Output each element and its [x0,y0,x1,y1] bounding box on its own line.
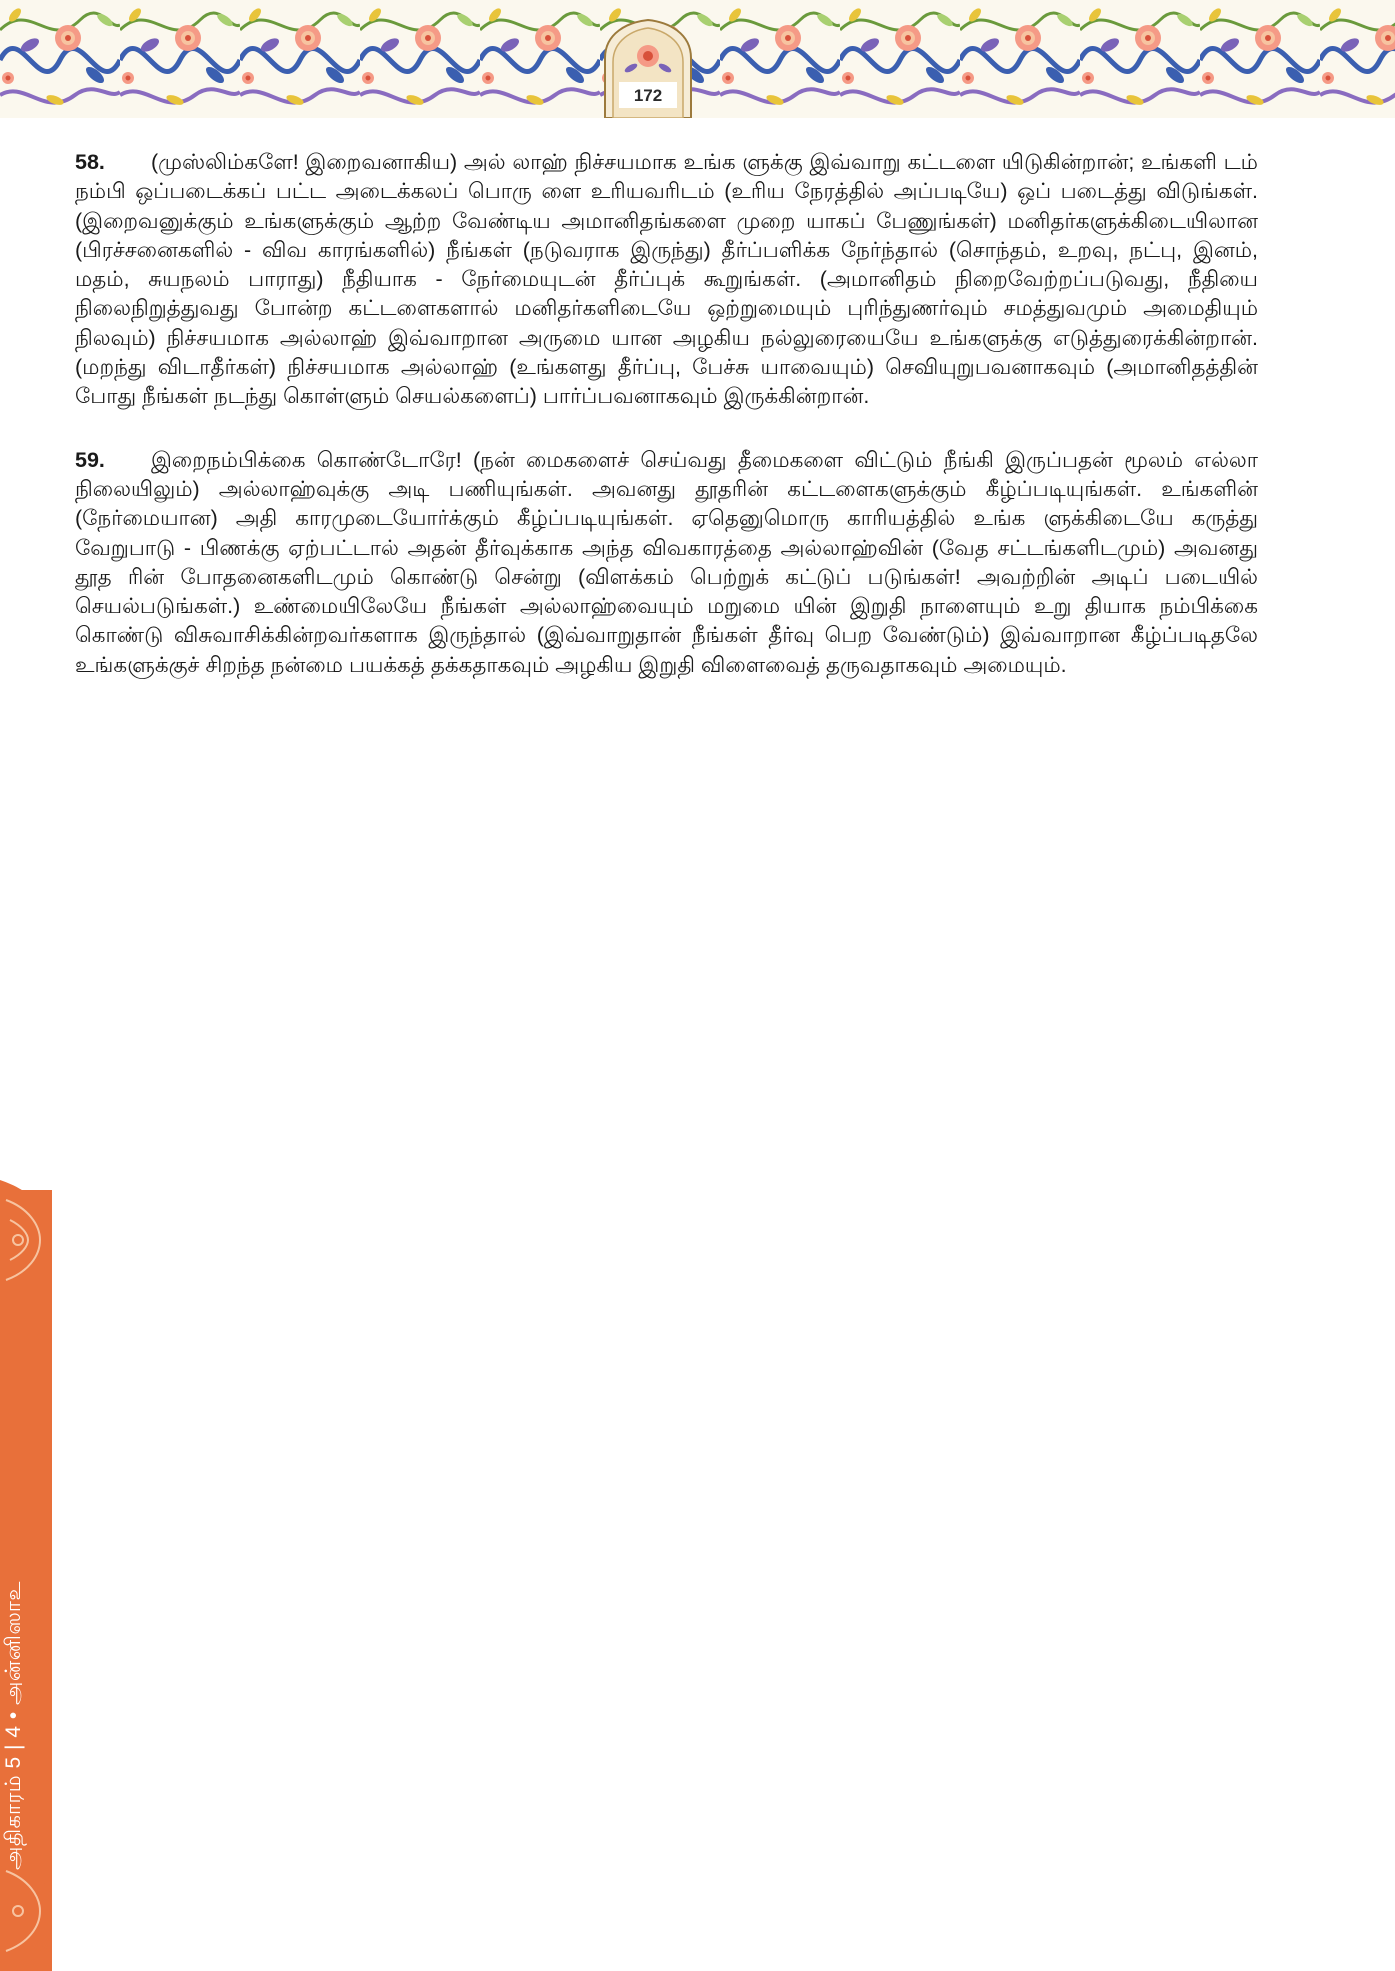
chapter-label: அதிகாரம் 5 | 4 • அன்னிஸாஉ [2,1581,25,1870]
verse-text: இறைநம்பிக்கை கொண்டோரே! (நன் மைகளைச் செய்வது தீமைகளை விட்டும் நீங்கி இருப்பதன் மூலம் எல்லா நிலையிலும்) அல்லாஹ்வுக்கு அடி பணியுங்கள். அவனது தூதரின் கட்டளைகளுக்கும் கீழ்ப்படியுங்கள். உங்களின் (நேர்மையான) அதி காரமுடையோர்க்கும் கீழ்ப்படியுங்கள். ஏதெனுமொரு காரியத்தில் உங்க ளுக்கிடையே கருத்து வேறுபாடு - பிணக்கு ஏற்பட்டால் அதன் தீர்வுக்காக அந்த விவகாரத்தை அல்லாஹ்வின் (வேத சட்டங்களிடமும்) அவனது தூத ரின் போதனைகளிடமும் கொண்டு சென்று (விளக்கம் பெற்றுக் கட்டுப் படுங்கள்! அவற்றின் அடிப் படையில் செயல்படுங்கள்.) உண்மையிலேயே நீங்கள் அல்லாஹ்வையும் மறுமை யின் இறுதி நாளையும் உறு தியாக நம்பிக்கை கொண்டு விசுவாசிக்கின்றவர்களாக இருந்தால் (இவ்வாறுதான் நீங்கள் தீர்வு பெற வேண்டும்) இவ்வாறான கீழ்ப்படிதலே உங்களுக்குச் சிறந்த நன்மை பயக்கத் தக்கதாகவும் அழகிய இறுதி விளைவைத் தருவதாகவும் அமையும். [75,447,1258,677]
main-content [75,148,1258,714]
verse-text: (முஸ்லிம்களே! இறைவனாகிய) அல் லாஹ் நிச்சயமாக உங்க ளுக்கு இவ்வாறு கட்டளை யிடுகின்றான்; உங்களி டம் நம்பி ஒப்படைக்கப் பட்ட அடைக்கலப் பொரு ளை உரியவரிடம் (உரிய நேரத்தில் அப்படியே) ஒப் படைத்து விடுங்கள். (இறைவனுக்கும் உங்களுக்கும் ஆற்ற வேண்டிய அமானிதங்களை முறை யாகப் பேணுங்கள்) மனிதர்களுக்கிடையிலான (பிரச்சனைகளில் - விவ காரங்களில்) நீங்கள் (நடுவராக இருந்து) தீர்ப்பளிக்க நேர்ந்தால் (சொந்தம், உறவு, நட்பு, இனம், மதம், சுயநலம் பாராது) நீதியாக - நேர்மையுடன் தீர்ப்புக் கூறுங்கள். (அமானிதம் நிறைவேற்றப்படுவது, நீதியை நிலைநிறுத்துவது போன்ற கட்டளைகளால் மனிதர்களிடையே ஒற்றுமையும் புரிந்துணர்வும் சமத்துவமும் அமைதியும் நிலவும்) நிச்சயமாக அல்லாஹ் இவ்வாறான அருமை யான அழகிய நல்லுரையையே உங்களுக்கு எடுத்துரைக்கின்றான். (மறந்து விடாதீர்கள்) நிச்சயமாக அல்லாஹ் (உங்களது தீர்ப்பு, பேச்சு யாவையும்) செவியுறுபவனாகவும் (அமானிதத்தின் போது நீங்கள் நடந்து கொள்ளும் செயல்களைப்) பார்ப்பவனாகவும் இருக்கின்றான். [75,150,1258,409]
verse-59 [75,446,1258,680]
floral-header-border [0,0,1395,118]
chapter-label-container [2,1581,50,1918]
floral-arabesque-border [0,0,1395,118]
verse-number: 59. [75,447,105,472]
verse-number: 58. [75,150,105,174]
floral-corner-ornament [0,1180,60,1300]
page-number: 172 [633,86,663,105]
verse-58 [75,148,1258,412]
